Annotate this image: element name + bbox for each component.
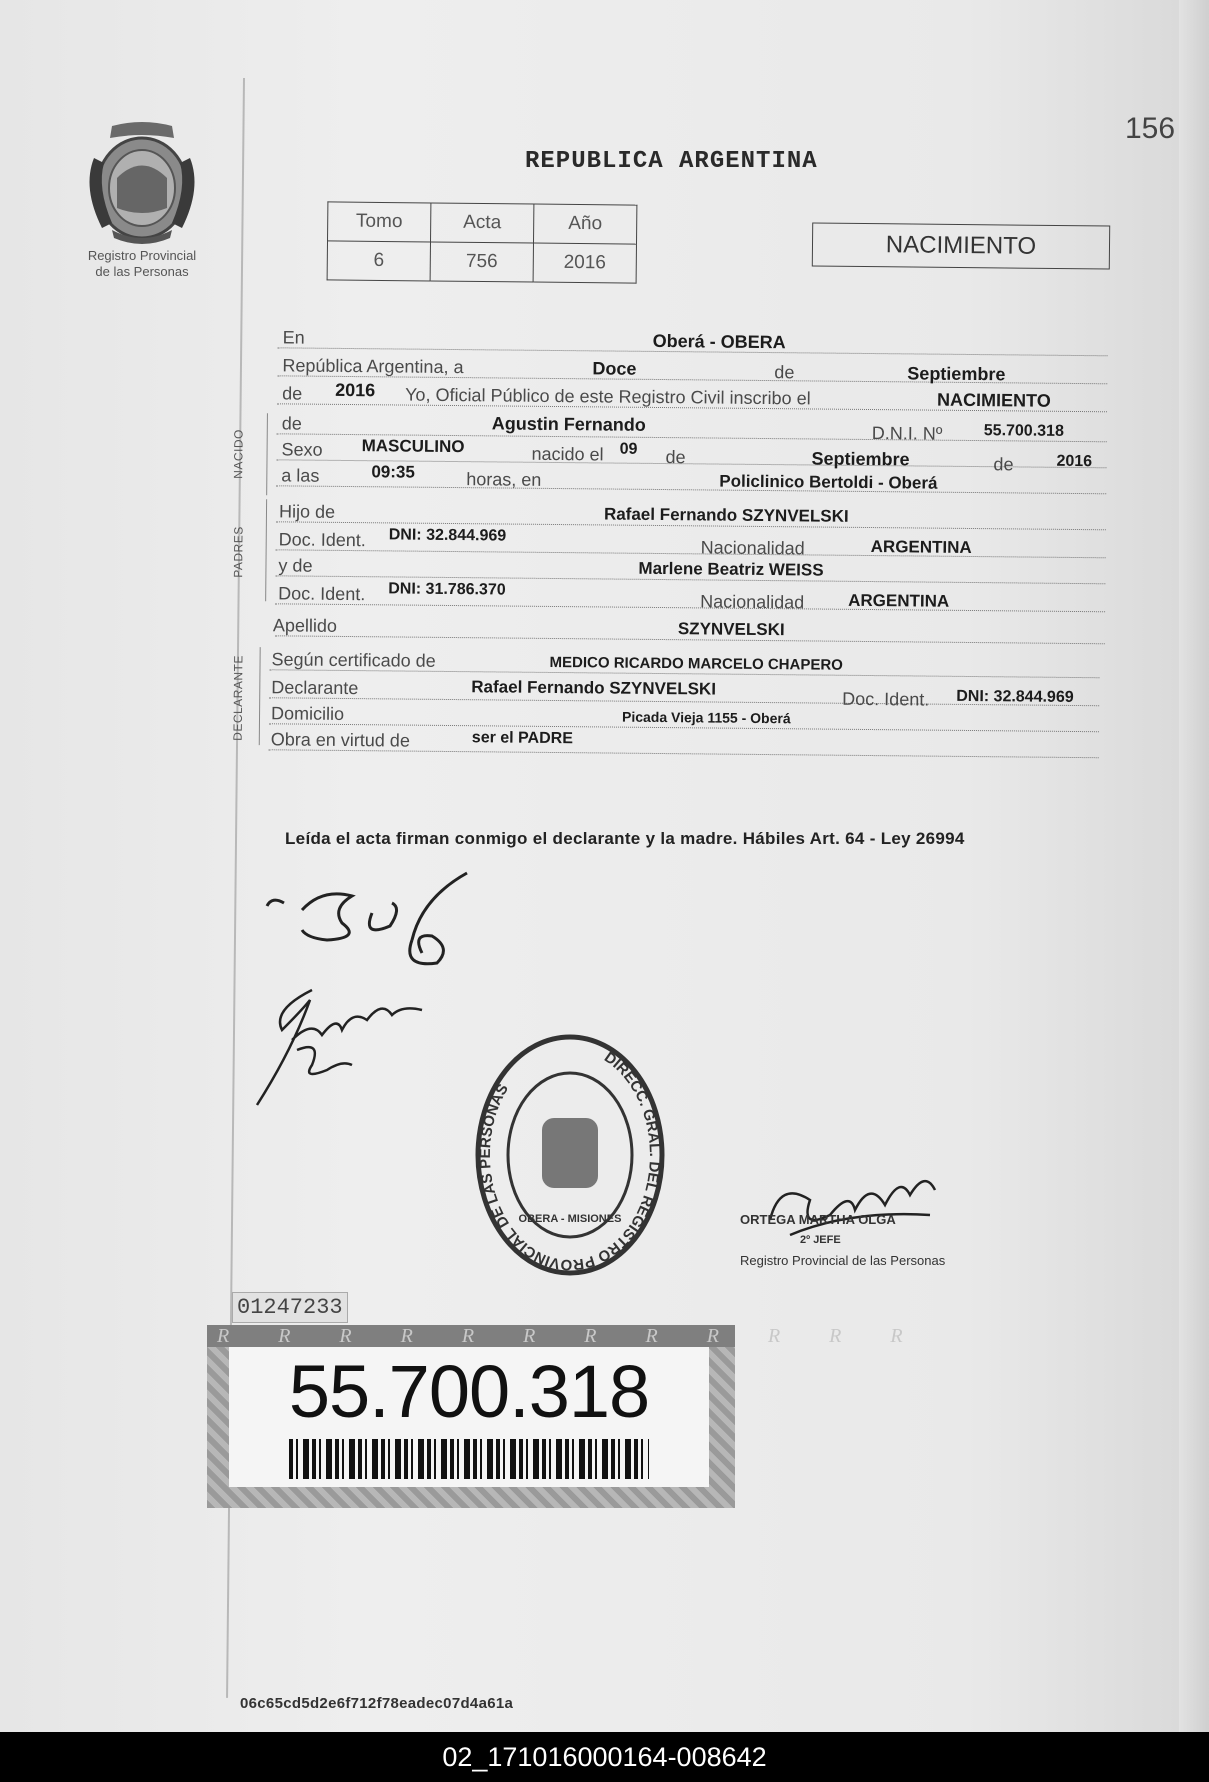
label-nacido-el: nacido el [531, 443, 604, 465]
value-address: Picada Vieja 1155 - Oberá [621, 708, 791, 727]
page-edge [1179, 0, 1209, 1732]
value-birth-day: 09 [619, 440, 638, 458]
provincial-crest-icon [82, 118, 202, 248]
label-domicilio: Domicilio [270, 703, 345, 724]
dni-sticker [207, 1325, 925, 1508]
value-birth-month: Septiembre [811, 448, 910, 470]
signature-official [760, 1160, 940, 1250]
document-hash: 06c65cd5d2e6f712f78eadec07d4a61a [240, 1695, 514, 1712]
label-yo-oficial: Yo, Oficial Público de este Registro Civil inscribo el [405, 384, 811, 409]
label-de: de [774, 362, 795, 383]
signature-declarant [252, 970, 432, 1110]
sticker-number: 55.700.318 [288, 1350, 650, 1433]
document-title: REPUBLICA ARGENTINA [525, 148, 818, 175]
label-de: de [665, 447, 686, 468]
crest-label [62, 248, 222, 280]
nacido-bracket [266, 413, 268, 495]
side-label-nacido: NACIDO [231, 429, 246, 479]
label-nacionalidad: Nacionalidad [700, 591, 805, 613]
crest-label-line1: Registro Provincial [87, 248, 197, 263]
value-declarant-doc: DNI: 32.844.969 [956, 687, 1074, 706]
value-dni: 55.700.318 [983, 422, 1064, 440]
table-value-acta: 756 [430, 242, 533, 282]
table-header-tomo: Tomo [328, 202, 431, 242]
label-en: En [282, 327, 305, 348]
table-header-anio: Año [533, 204, 636, 244]
seal-outer-text: DIRECC. GRAL. DEL REGISTRO PROVINCIAL DE LAS PERSONAS [476, 1048, 663, 1274]
label-sexo: Sexo [281, 439, 323, 460]
table-value-anio: 2016 [533, 243, 636, 283]
signature-mother [262, 868, 502, 978]
label-republica: República Argentina, a [282, 355, 464, 378]
label-segun-certificado: Según certificado de [271, 649, 436, 671]
page-number: 156 [1125, 112, 1176, 145]
label-hijo-de: Hijo de [278, 501, 336, 522]
registry-seal-icon [470, 1030, 670, 1280]
value-act-type: NACIMIENTO [937, 389, 1051, 411]
value-mother-nationality: ARGENTINA [848, 590, 950, 611]
footer-filename: 02_171016000164-008642 [0, 1732, 1209, 1782]
official-stamp-name: ORTEGA MARTHA OLGA [740, 1212, 896, 1227]
value-place: Oberá - OBERA [652, 330, 786, 353]
value-day-words: Doce [592, 358, 637, 379]
dotted-line [276, 549, 1106, 558]
value-child-name: Agustin Fernando [491, 413, 646, 435]
sticker-label [229, 1347, 709, 1487]
sticker-pattern: R R R R R R R R R R R R [207, 1325, 735, 1347]
dotted-line [276, 485, 1106, 494]
label-obra-en-virtud: Obra en virtud de [270, 729, 410, 751]
value-birth-place: Policlinico Bertoldi - Oberá [719, 471, 938, 493]
value-father-nationality: ARGENTINA [870, 537, 972, 557]
label-dni-no: D.N.I. Nº [871, 423, 943, 444]
label-doc-ident: Doc. Ident. [278, 583, 366, 605]
padres-bracket [265, 499, 267, 601]
act-type-box: NACIMIENTO [812, 222, 1110, 269]
value-capacity: ser el PADRE [471, 729, 573, 748]
dotted-line [275, 603, 1105, 612]
declarante-bracket [259, 647, 261, 745]
seal-inner-text: OBERA - MISIONES [518, 1213, 622, 1225]
label-y-de: y de [278, 555, 313, 576]
label-de: de [993, 454, 1014, 475]
label-declarante: Declarante [271, 677, 359, 699]
label-de: de [281, 413, 302, 434]
value-surname: SZYNVELSKI [677, 619, 785, 640]
value-certificate-by: MEDICO RICARDO MARCELO CHAPERO [549, 653, 843, 674]
crest-label-line2: de las Personas [95, 264, 189, 279]
value-declarant: Rafael Fernando SZYNVELSKI [471, 677, 717, 699]
value-birth-year: 2016 [1056, 452, 1093, 471]
value-father-name: Rafael Fernando SZYNVELSKI [603, 504, 849, 526]
value-father-doc: DNI: 32.844.969 [388, 526, 507, 545]
label-a-las: a las [281, 465, 320, 486]
label-doc-ident: Doc. Ident. [842, 688, 930, 710]
value-mother-name: Marlene Beatriz WEISS [638, 558, 824, 580]
side-label-declarante: DECLARANTE [230, 655, 246, 741]
label-apellido: Apellido [272, 615, 338, 636]
label-nacionalidad: Nacionalidad [700, 537, 805, 559]
value-month: Septiembre [907, 363, 1006, 385]
value-year: 2016 [335, 379, 376, 401]
table-header-acta: Acta [431, 203, 534, 243]
label-doc-ident: Doc. Ident. [278, 529, 366, 551]
value-mother-doc: DNI: 31.786.370 [388, 580, 506, 599]
value-birth-time: 09:35 [371, 462, 415, 482]
closing-text: Leída el acta firman conmigo el declarante y la madre. Hábiles Art. 64 - Ley 26994 [285, 829, 965, 848]
official-stamp-office: Registro Provincial de las Personas [740, 1253, 946, 1268]
serial-number: 01247233 [232, 1292, 348, 1323]
side-label-padres: PADRES [231, 526, 246, 578]
value-sex: MASCULINO [361, 436, 465, 457]
label-de: de [282, 383, 303, 404]
table-value-tomo: 6 [327, 241, 430, 281]
official-stamp-position: 2º JEFE [800, 1234, 841, 1246]
barcode-icon [289, 1439, 649, 1479]
label-horas-en: horas, en [466, 469, 542, 490]
